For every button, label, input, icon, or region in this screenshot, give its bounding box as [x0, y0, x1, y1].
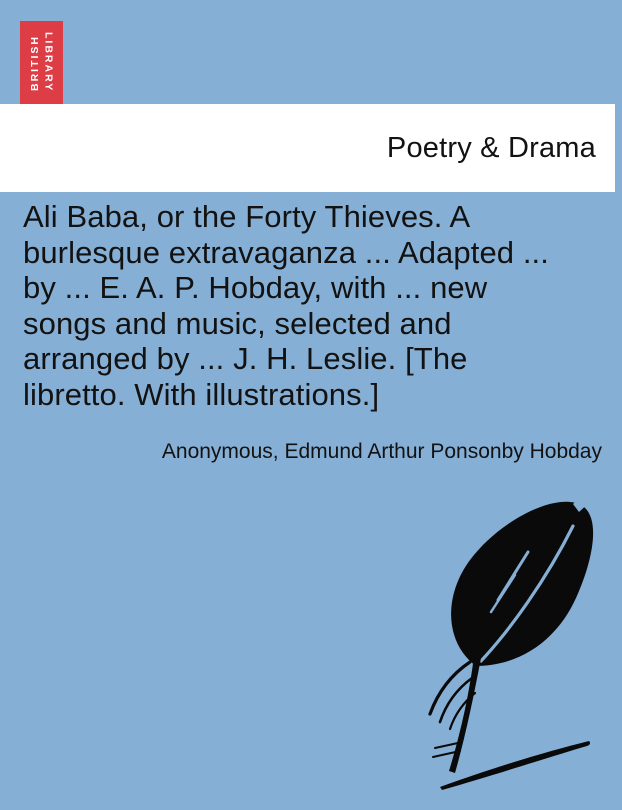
title-line-1: Ali Baba, or the Forty Thieves. A	[23, 199, 471, 234]
british-library-logo-word-library: LIBRARY	[42, 32, 55, 93]
title-line-2: burlesque extravaganza ... Adapted ...	[23, 234, 549, 270]
title-line-4: songs and music, selected and	[23, 305, 452, 341]
category-label: Poetry & Drama	[386, 131, 596, 164]
book-authors: Anonymous, Edmund Arthur Ponsonby Hobday	[161, 440, 602, 463]
title-line-6: libretto. With illustrations.]	[23, 376, 380, 412]
british-library-logo-word-british: BRITISH	[28, 34, 41, 91]
british-library-logo	[20, 21, 63, 104]
quill-feather-icon	[380, 490, 622, 810]
title-line-5: arranged by ... J. H. Leslie. [The	[23, 341, 468, 376]
book-title	[23, 199, 608, 412]
category-banner	[0, 104, 615, 192]
title-line-3: by ... E. A. P. Hobday, with ... new	[23, 270, 488, 305]
